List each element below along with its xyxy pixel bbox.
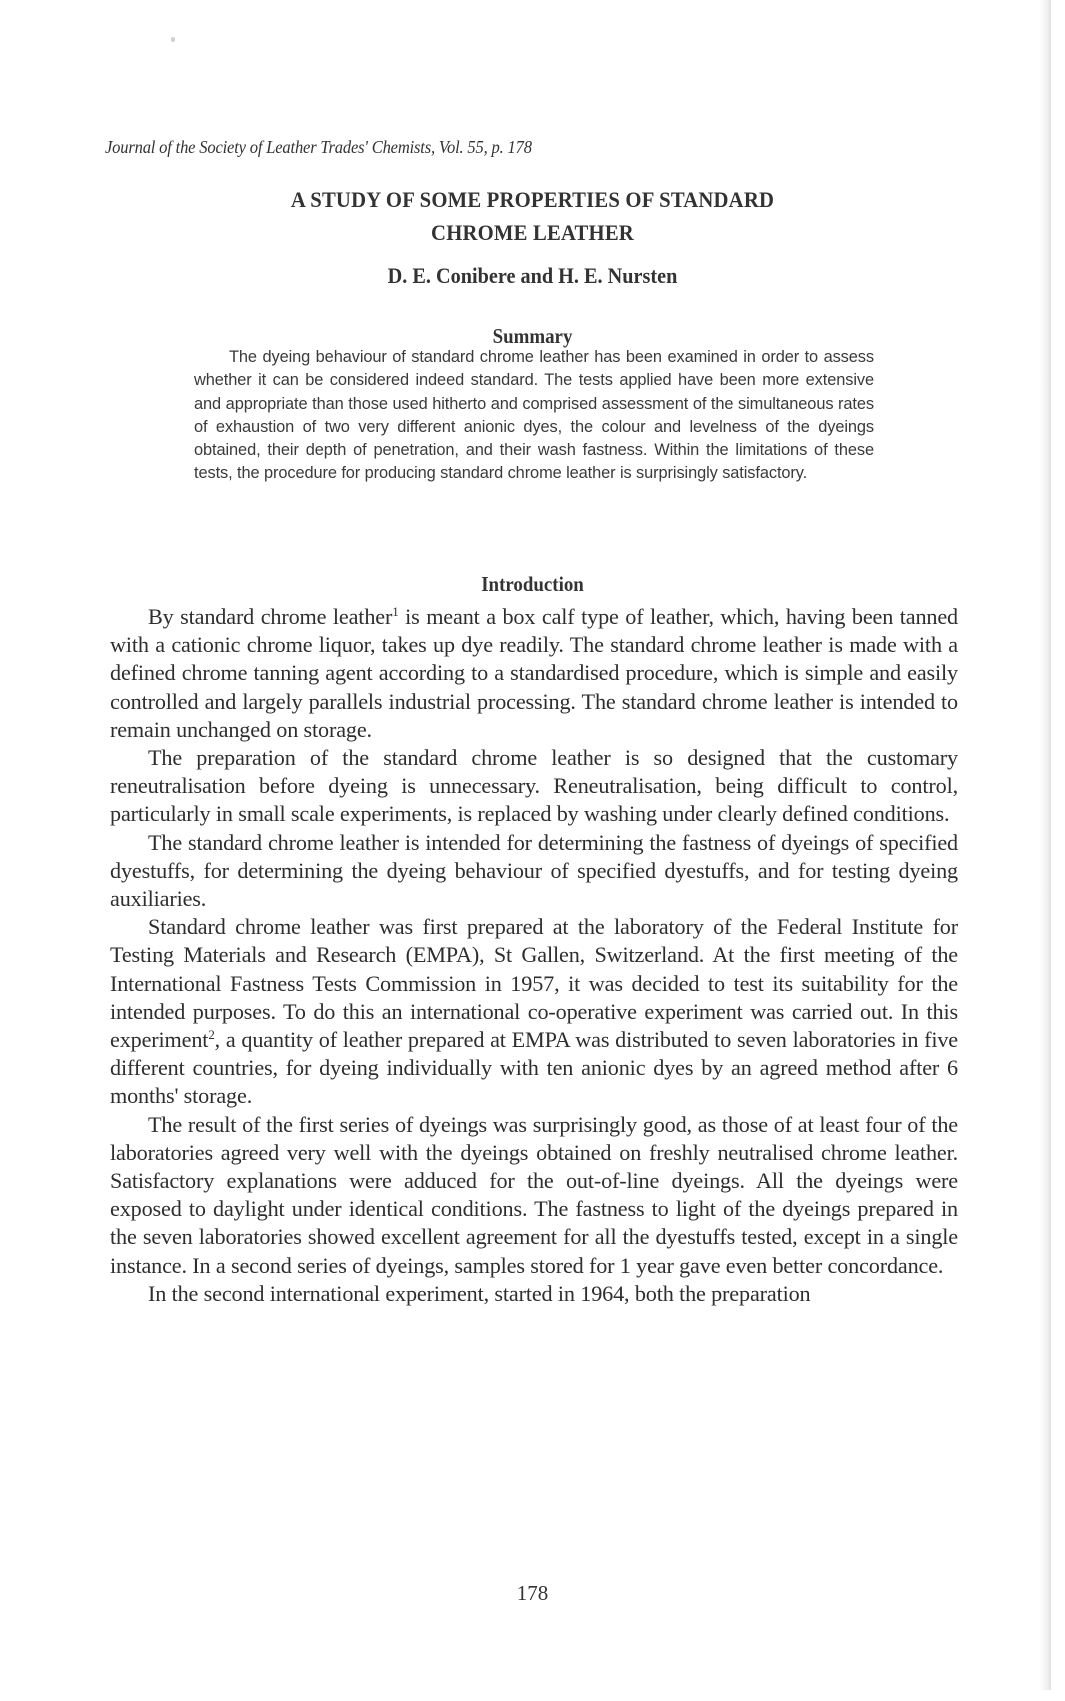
paper-title-line-2: CHROME LEATHER (431, 220, 634, 245)
footnote-ref-2: 2 (208, 1027, 215, 1043)
summary-abstract (194, 346, 874, 486)
summary-heading: Summary (492, 324, 573, 348)
body-paragraph-4 (110, 913, 958, 1110)
authors: D. E. Conibere and H. E. Nursten (387, 263, 678, 288)
paper-title (0, 183, 1065, 249)
paragraph-text: is meant a box calf type of leather, which, having been tanned with a cationic chrome liquor, takes up dye readily. The standard chrome leather is made with a defined chrome tanning agent according to a standardised procedure, which is simple and easily controlled and largely parallels industrial processing. The standard chrome leather is intended to remain unchanged on storage. (110, 604, 958, 742)
body-paragraph-1 (110, 603, 958, 744)
paragraph-text: Standard chrome leather was first prepared at the laboratory of the Federal Institute for Testing Materials and Research (EMPA), St Gallen, Switzerland. At the first meeting of the International Fastness Tests Commission in 1957, it was decided to test its suitability for the intended purposes. To do this an international co-operative experiment was carried out. In this experiment (110, 914, 958, 1053)
scan-speck (171, 37, 175, 42)
page-number: 178 (516, 1581, 549, 1605)
paragraph-text: By standard chrome leather (148, 604, 393, 629)
introduction-body (110, 603, 958, 1308)
paper-title-line-1: A STUDY OF SOME PROPERTIES OF STANDARD (290, 187, 775, 212)
body-paragraph-3: The standard chrome leather is intended for determining the fastness of dyeings of specified dyestuffs, for determining the dyeing behaviour of specified dyestuffs, and for testing dyeing auxiliaries. (110, 829, 958, 912)
body-paragraph-5: The result of the first series of dyeings was surprisingly good, as those of at least four of the laboratories agreed very well with the dyeings obtained on freshly neutralised chrome leather. Satisfactory explanations were adduced for the out-of-line dyeings. All the dyeings were exposed to daylight under identical conditions. The fastness to light of the dyeings prepared in the seven laboratories showed excellent agreement for all the dyestuffs tested, except in a single instance. In a second series of dyeings, samples stored for 1 year gave even better concordance. (110, 1111, 958, 1278)
footnote-ref-1: 1 (392, 604, 399, 619)
running-head: Journal of the Society of Leather Trades' Chemists, Vol. 55, p. 178 (105, 137, 532, 157)
body-paragraph-2: The preparation of the standard chrome leather is so designed that the customary reneutralisation before dyeing is unnecessary. Reneutralisation, being difficult to control, particularly in small scale experiments, is replaced by washing under clearly defined conditions. (110, 745, 958, 827)
summary-paragraph: The dyeing behaviour of standard chrome leather has been examined in order to assess whether it can be considered indeed standard. The tests applied have been more extensive and appropriate than those used hitherto and comprised assessment of the simultaneous rates of exhaustion of two very different anionic dyes, the colour and levelness of the dyeings obtained, their depth of penetration, and their wash fastness. Within the limitations of these tests, the procedure for producing standard chrome leather is surprisingly satisfactory. (194, 348, 874, 483)
scan-edge-shadow (1039, 0, 1051, 1690)
introduction-heading: Introduction (481, 572, 584, 596)
body-paragraph-6: In the second international experiment, started in 1964, both the preparation (148, 1280, 811, 1306)
paragraph-text: , a quantity of leather prepared at EMPA was distributed to seven laboratories in five different countries, for dyeing individually with ten anionic dyes by an agreed method after 6 months' storage. (110, 1027, 958, 1109)
